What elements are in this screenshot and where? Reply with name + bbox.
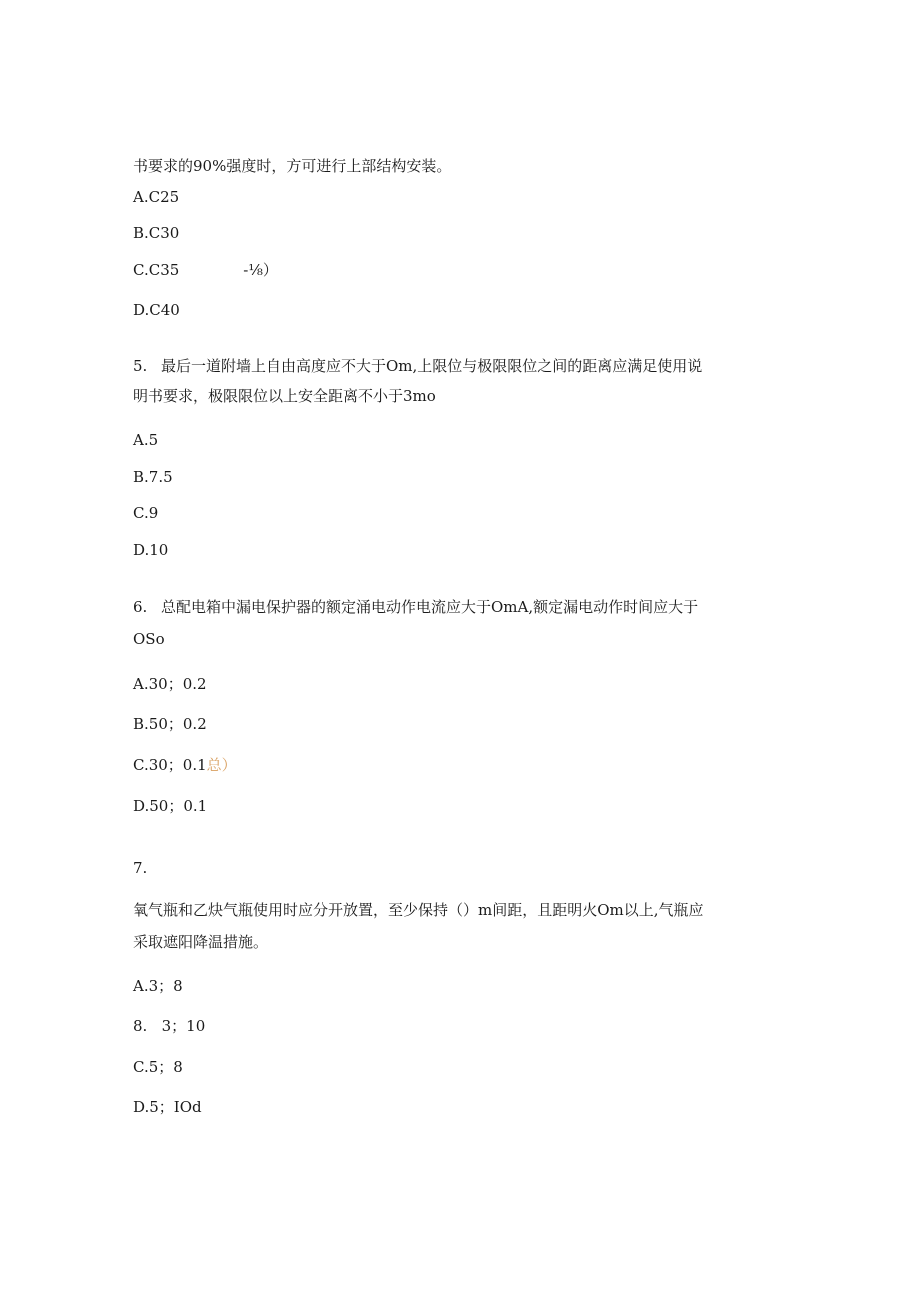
q4-option-c-mark: -⅛）: [243, 261, 278, 279]
q7-number: 7.: [133, 859, 148, 877]
q4-option-c-text: C.C35: [133, 261, 180, 279]
q6-option-c-text: C.30；0.1: [133, 756, 207, 774]
q4-option-c: [133, 260, 278, 280]
q6-option-c: [133, 755, 237, 775]
q6-text1: 总配电箱中漏电保护器的额定涌电动作电流应大于OmA,额定漏电动作时间应大于: [161, 598, 699, 616]
q6-option-c-mark: 总）: [206, 756, 237, 774]
q4-option-a: A.C25: [133, 188, 180, 206]
q5-line2: 明书要求，极限限位以上安全距离不小于3mo: [133, 387, 436, 405]
q5-option-a: A.5: [133, 431, 159, 449]
q6-option-d: D.50；0.1: [133, 797, 208, 815]
q7-option-d: D.5；IOd: [133, 1098, 202, 1116]
q6-number: 6.: [133, 598, 148, 616]
q7-line2: 采取遮阳降温措施。: [133, 933, 269, 951]
q5-line1: [133, 356, 702, 376]
q6-line1: [133, 597, 698, 617]
q7-option-a: A.3；8: [133, 977, 183, 995]
intro-line: 书要求的90%强度时，方可进行上部结构安装。: [133, 157, 452, 175]
q7-option-c: C.5；8: [133, 1058, 183, 1076]
q5-option-d: D.10: [133, 541, 169, 559]
q4-option-b: B.C30: [133, 224, 180, 242]
q5-option-b: B.7.5: [133, 468, 173, 486]
q4-option-d: D.C40: [133, 301, 180, 319]
q5-option-c: C.9: [133, 504, 159, 522]
q6-line2: OSo: [133, 630, 165, 648]
q7-line1: 氧气瓶和乙炔气瓶使用时应分开放置，至少保持（）m间距，且距明火Om以上,气瓶应: [133, 901, 704, 919]
q5-number: 5.: [133, 357, 148, 375]
q6-option-a: A.30；0.2: [133, 675, 207, 693]
q7-option-b: 8. 3；10: [133, 1017, 206, 1035]
q6-option-b: B.50；0.2: [133, 715, 207, 733]
q5-text1: 最后一道附墙上自由高度应不大于Om,上限位与极限限位之间的距离应满足使用说: [161, 357, 703, 375]
